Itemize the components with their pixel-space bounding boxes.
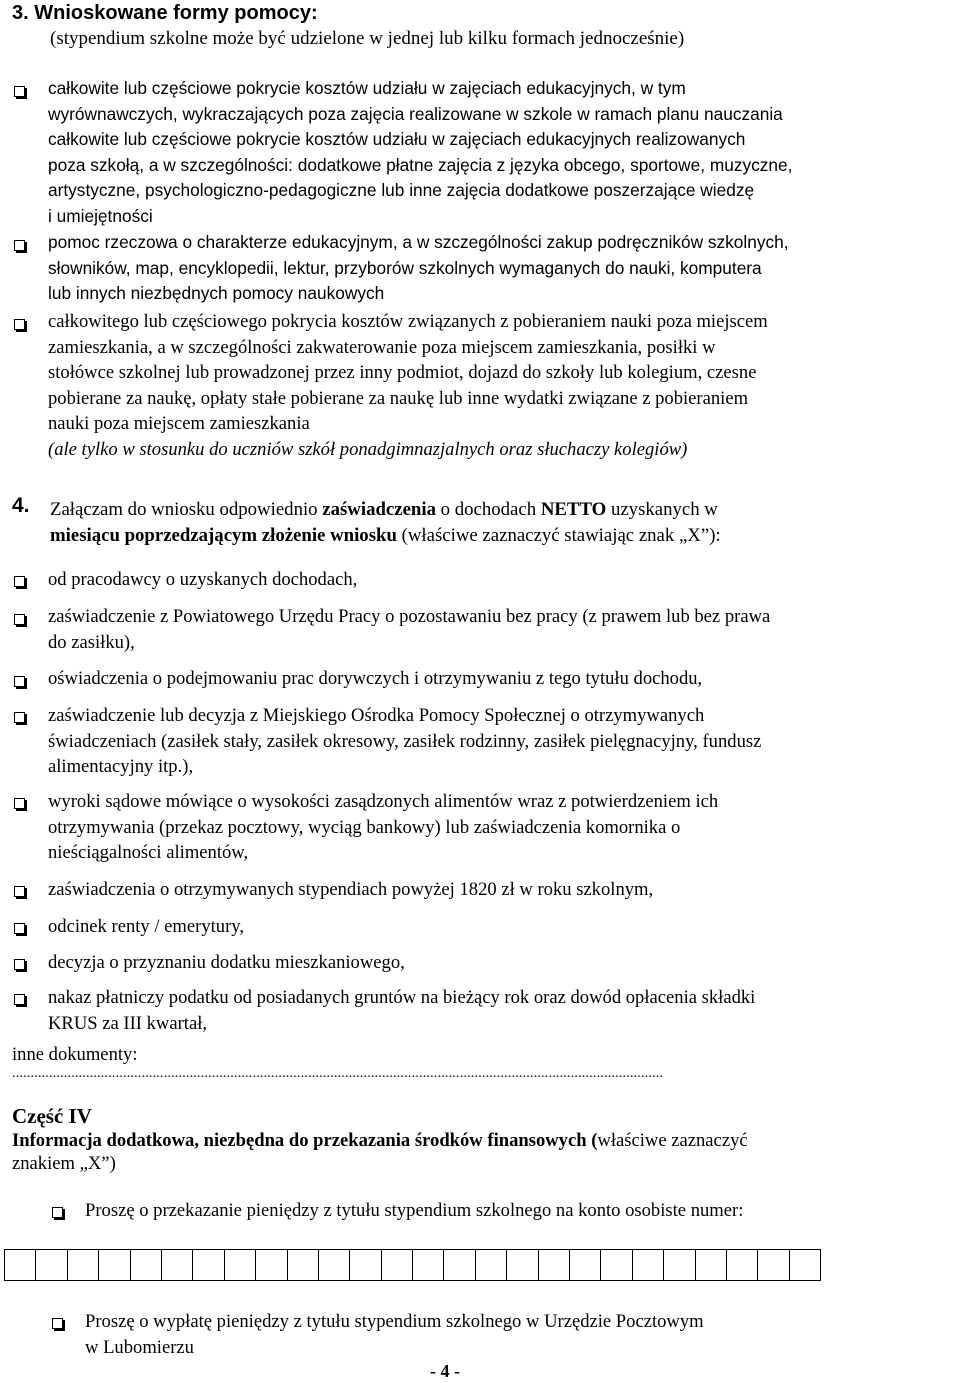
text-line: zaświadczenia o otrzymywanych stypendiach powyżej 1820 zł w roku szkolnym, (48, 879, 654, 900)
attachment-item (48, 877, 653, 903)
text-line: odcinek renty / emerytury, (48, 916, 245, 937)
checkbox-przelew-na-konto[interactable] (52, 1207, 63, 1218)
option-bank-transfer-label: Proszę o przekazanie pieniędzy z tytułu stypendium szkolnego na konto osobiste numer: (85, 1200, 744, 1221)
text-line: wyroki sądowe mówiące o wysokości zasądzonych alimentów wraz z potwierdzeniem ich (48, 791, 719, 812)
text-line: otrzymywania (przekaz pocztowy, wyciąg bankowy) lub zaświadczenia komornika o (48, 816, 681, 838)
text: o dochodach (435, 499, 541, 520)
checkbox-zajecia-edukacyjne[interactable] (14, 86, 25, 97)
text-line: słowników, map, encyklopedii, lektur, przyborów szkolnych wymaganych do nauki, komputera (48, 257, 762, 278)
account-digit-cell[interactable] (99, 1250, 130, 1281)
text-line: decyzja o przyznaniu dodatku mieszkaniowego, (48, 952, 405, 973)
section-4-intro (50, 497, 930, 549)
checkbox-dodatek-mieszkaniowy[interactable] (14, 959, 25, 970)
account-digit-cell[interactable] (758, 1250, 789, 1281)
text-line: nauki poza miejscem zamieszkania (48, 413, 310, 434)
account-digit-cell[interactable] (538, 1250, 569, 1281)
account-digit-cell[interactable] (161, 1250, 192, 1281)
checkbox-mops[interactable] (14, 712, 25, 723)
part-4-title: Część IV (12, 1104, 92, 1128)
account-digit-cell[interactable] (381, 1250, 412, 1281)
form-item-nauka-poza-miejscem (48, 309, 768, 462)
account-number-grid[interactable] (4, 1249, 821, 1281)
text-line: pomoc rzeczowa o charakterze edukacyjnym, a w szczególności zakup podręczników szkolnych, (48, 232, 789, 252)
account-digit-cell[interactable] (350, 1250, 381, 1281)
other-documents-label: inne dokumenty: (12, 1044, 138, 1065)
section-3-subtitle: (stypendium szkolne może być udzielone w jednej lub kilku formach jednocześnie) (50, 28, 685, 49)
account-digit-cell[interactable] (256, 1250, 287, 1281)
attachment-item (48, 914, 244, 940)
account-digit-cell[interactable] (67, 1250, 98, 1281)
text-line: oświadczenia o podejmowaniu prac dorywczych i otrzymywaniu z tego tytułu dochodu, (48, 668, 703, 689)
text-line: KRUS za III kwartał, (48, 1012, 208, 1034)
text: właściwe zaznaczyć (597, 1130, 748, 1151)
account-digit-cell[interactable] (130, 1250, 161, 1281)
text-line: alimentacyjny itp.), (48, 756, 194, 777)
checkbox-alimenty[interactable] (14, 798, 25, 809)
bold-text: NETTO (540, 499, 607, 520)
account-digit-cell[interactable] (287, 1250, 318, 1281)
form-item-pomoc-rzeczowa (48, 230, 789, 307)
italic-note: (ale tylko w stosunku do uczniów szkół ponadgimnazjalnych oraz słuchaczy kolegiów) (48, 438, 688, 460)
bold-text: miesiącu poprzedzającym złożenie wniosku (50, 525, 397, 546)
text-line: całkowitego lub częściowego pokrycia kosztów związanych z pobieraniem nauki poza miejscem (48, 311, 768, 332)
text-line: całkowite lub częściowe pokrycie kosztów udziału w zajęciach edukacyjnych realizowanych (48, 129, 746, 149)
text-line: Proszę o wypłatę pieniędzy z tytułu stypendium szkolnego w Urzędzie Pocztowym (85, 1311, 704, 1332)
bold-text: zaświadczenia (322, 499, 436, 520)
dotted-fill-line[interactable]: ................................................................................................................................................................................ (12, 1066, 664, 1081)
account-digit-cell[interactable] (507, 1250, 538, 1281)
section-4-number: 4. (12, 494, 30, 517)
text-line: nakaz płatniczy podatku od posiadanych gruntów na bieżący rok oraz dowód opłacenia składki (48, 987, 756, 1008)
account-digit-cell[interactable] (5, 1250, 36, 1281)
text-line: od pracodawcy o uzyskanych dochodach, (48, 569, 358, 590)
account-digit-cell[interactable] (695, 1250, 726, 1281)
text-line: zaświadczenie z Powiatowego Urzędu Pracy o pozostawaniu bez pracy (z prawem lub bez prawa (48, 606, 771, 627)
attachment-item (48, 567, 357, 593)
attachment-item (48, 604, 770, 655)
account-digit-cell[interactable] (193, 1250, 224, 1281)
text-line: wyrównawczych, wykraczających poza zajęcia realizowane w szkole w ramach planu nauczania (48, 103, 783, 124)
account-digit-cell[interactable] (632, 1250, 663, 1281)
section-3-title: 3. Wnioskowane formy pomocy: (12, 2, 318, 24)
text-line: lub innych niezbędnych pomocy naukowych (48, 283, 385, 303)
account-digit-cell[interactable] (36, 1250, 67, 1281)
account-digit-cell[interactable] (475, 1250, 506, 1281)
account-digit-cell[interactable] (726, 1250, 757, 1281)
attachment-item (48, 985, 755, 1036)
attachment-item (48, 666, 702, 692)
text-line: poza szkołą, a w szczególności: dodatkowe płatne zajęcia z języka obcego, sportowe, muzyczne, (48, 154, 793, 175)
page-number: - 4 - (430, 1361, 460, 1381)
checkbox-pracodawca[interactable] (14, 576, 25, 587)
account-digit-cell[interactable] (789, 1250, 820, 1281)
checkbox-pup[interactable] (14, 614, 25, 625)
text: znakiem „X”) (12, 1153, 116, 1174)
text-line: świadczeniach (zasiłek stały, zasiłek okresowy, zasiłek rodzinny, zasiłek pielęgnacyjny, fundusz (48, 730, 762, 752)
checkbox-renta[interactable] (14, 923, 25, 934)
account-digit-cell[interactable] (224, 1250, 255, 1281)
text-line: do zasiłku), (48, 631, 135, 653)
checkbox-wyplata-poczta[interactable] (52, 1318, 63, 1329)
account-digit-cell[interactable] (444, 1250, 475, 1281)
checkbox-nakaz-platniczy[interactable] (14, 994, 25, 1005)
text-line: i umiejętności (48, 205, 153, 226)
bold-text: Informacja dodatkowa, niezbędna do przekazania środków finansowych ( (12, 1130, 598, 1151)
text-line: artystyczne, psychologiczno-pedagogiczne lub inne zajęcia dodatkowe poszerzające wiedzę (48, 180, 755, 200)
checkbox-prace-dorywcze[interactable] (14, 676, 25, 687)
attachment-item (48, 703, 761, 780)
text: (właściwe zaznaczyć stawiając znak „X”): (396, 525, 721, 546)
attachment-item (48, 950, 405, 976)
account-digit-cell[interactable] (664, 1250, 695, 1281)
account-digit-cell[interactable] (570, 1250, 601, 1281)
text-line: zaświadczenie lub decyzja z Miejskiego Ośrodka Pomocy Społecznej o otrzymywanych (48, 705, 705, 726)
account-digit-cell[interactable] (413, 1250, 444, 1281)
checkbox-pomoc-rzeczowa[interactable] (14, 240, 25, 251)
text-line: stołówce szkolnej lub prowadzonej przez inny podmiot, dojazd do szkoły lub kolegium, czesne (48, 362, 757, 383)
text-line: pobierane za naukę, opłaty stałe pobierane za naukę lub inne wydatki związane z pobieraniem (48, 387, 749, 409)
option-post-office-label (85, 1309, 704, 1360)
part-4-info (12, 1129, 922, 1175)
text-line: całkowite lub częściowe pokrycie kosztów udziału w zajęciach edukacyjnych, w tym (48, 78, 686, 98)
form-item-zajecia-edukacyjne (48, 76, 792, 229)
account-digit-cell[interactable] (601, 1250, 632, 1281)
account-digit-cell[interactable] (318, 1250, 349, 1281)
text-line: nieściągalności alimentów, (48, 842, 249, 863)
checkbox-nauka-poza-miejscem[interactable] (14, 319, 25, 330)
attachment-item (48, 789, 718, 866)
text-line: w Lubomierzu (85, 1336, 194, 1358)
text: Załączam do wniosku odpowiednio (50, 499, 323, 520)
text-line: zamieszkania, a w szczególności zakwaterowanie poza miejscem zamieszkania, posiłki w (48, 336, 716, 358)
text: uzyskanych w (606, 499, 718, 520)
checkbox-stypendia[interactable] (14, 886, 25, 897)
